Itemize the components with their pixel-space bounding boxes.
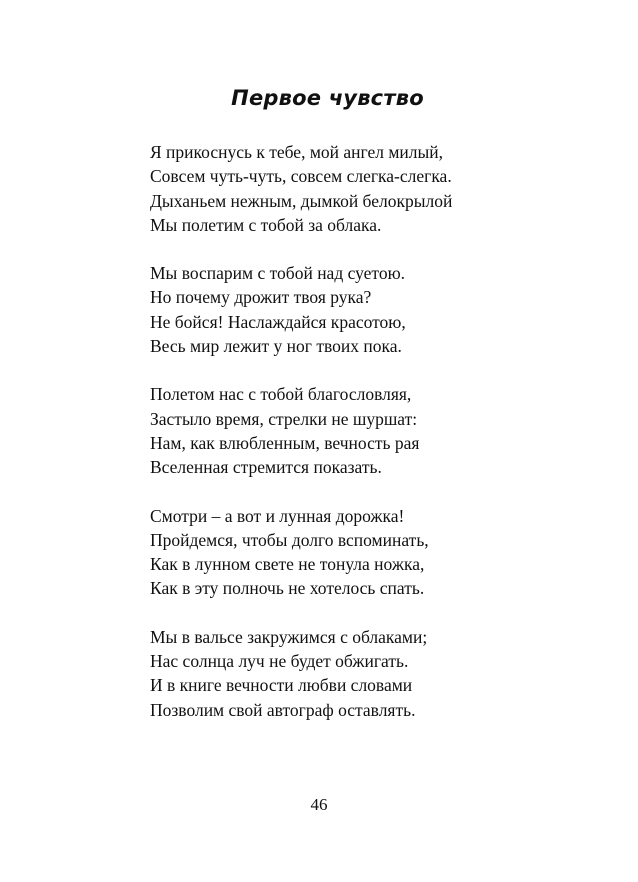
poem-line: Мы полетим с тобой за облака. <box>150 214 382 235</box>
poem-line: Весь мир лежит у ног твоих пока. <box>150 336 402 357</box>
poem-line: Вселенная стремится показать. <box>150 457 382 478</box>
poem-line: Не бойся! Наслаждайся красотою, <box>150 311 406 332</box>
poem-line: Полетом нас с тобой благословляя, <box>150 384 412 405</box>
poem-line: Смотри – а вот и лунная дорожка! <box>150 505 405 526</box>
stanza-1 <box>150 140 570 237</box>
poem-line: Позволим свой автограф оставлять. <box>150 699 416 720</box>
poem-line: Как в лунном свете не тонула ножка, <box>150 554 425 575</box>
poem-title: Первое чувство <box>231 86 424 110</box>
poem-line: Но почему дрожит твоя рука? <box>150 287 372 308</box>
poem-line: Мы в вальсе закружимся с облаками; <box>150 626 428 647</box>
stanza-3 <box>150 382 570 479</box>
stanza-4 <box>150 504 570 601</box>
poem-line: Пройдемся, чтобы долго вспоминать, <box>150 529 429 550</box>
stanza-5 <box>150 625 570 722</box>
poem-body <box>150 140 570 746</box>
page-number: 46 <box>310 795 328 814</box>
poem-line: Нас солнца луч не будет обжигать. <box>150 651 409 672</box>
poem-line: Дыханьем нежным, дымкой белокрылой <box>150 190 453 211</box>
poem-line: И в книге вечности любви словами <box>150 675 413 696</box>
stanza-2 <box>150 261 570 358</box>
poem-line: Совсем чуть-чуть, совсем слегка-слегка. <box>150 166 452 187</box>
poem-line: Я прикоснусь к тебе, мой ангел милый, <box>150 142 444 162</box>
poem-line: Застыло время, стрелки не шуршат: <box>150 408 418 429</box>
poem-line: Нам, как влюбленным, вечность рая <box>150 432 420 453</box>
poem-line: Мы воспарим с тобой над суетою. <box>150 263 406 284</box>
poem-line: Как в эту полночь не хотелось спать. <box>150 578 425 599</box>
